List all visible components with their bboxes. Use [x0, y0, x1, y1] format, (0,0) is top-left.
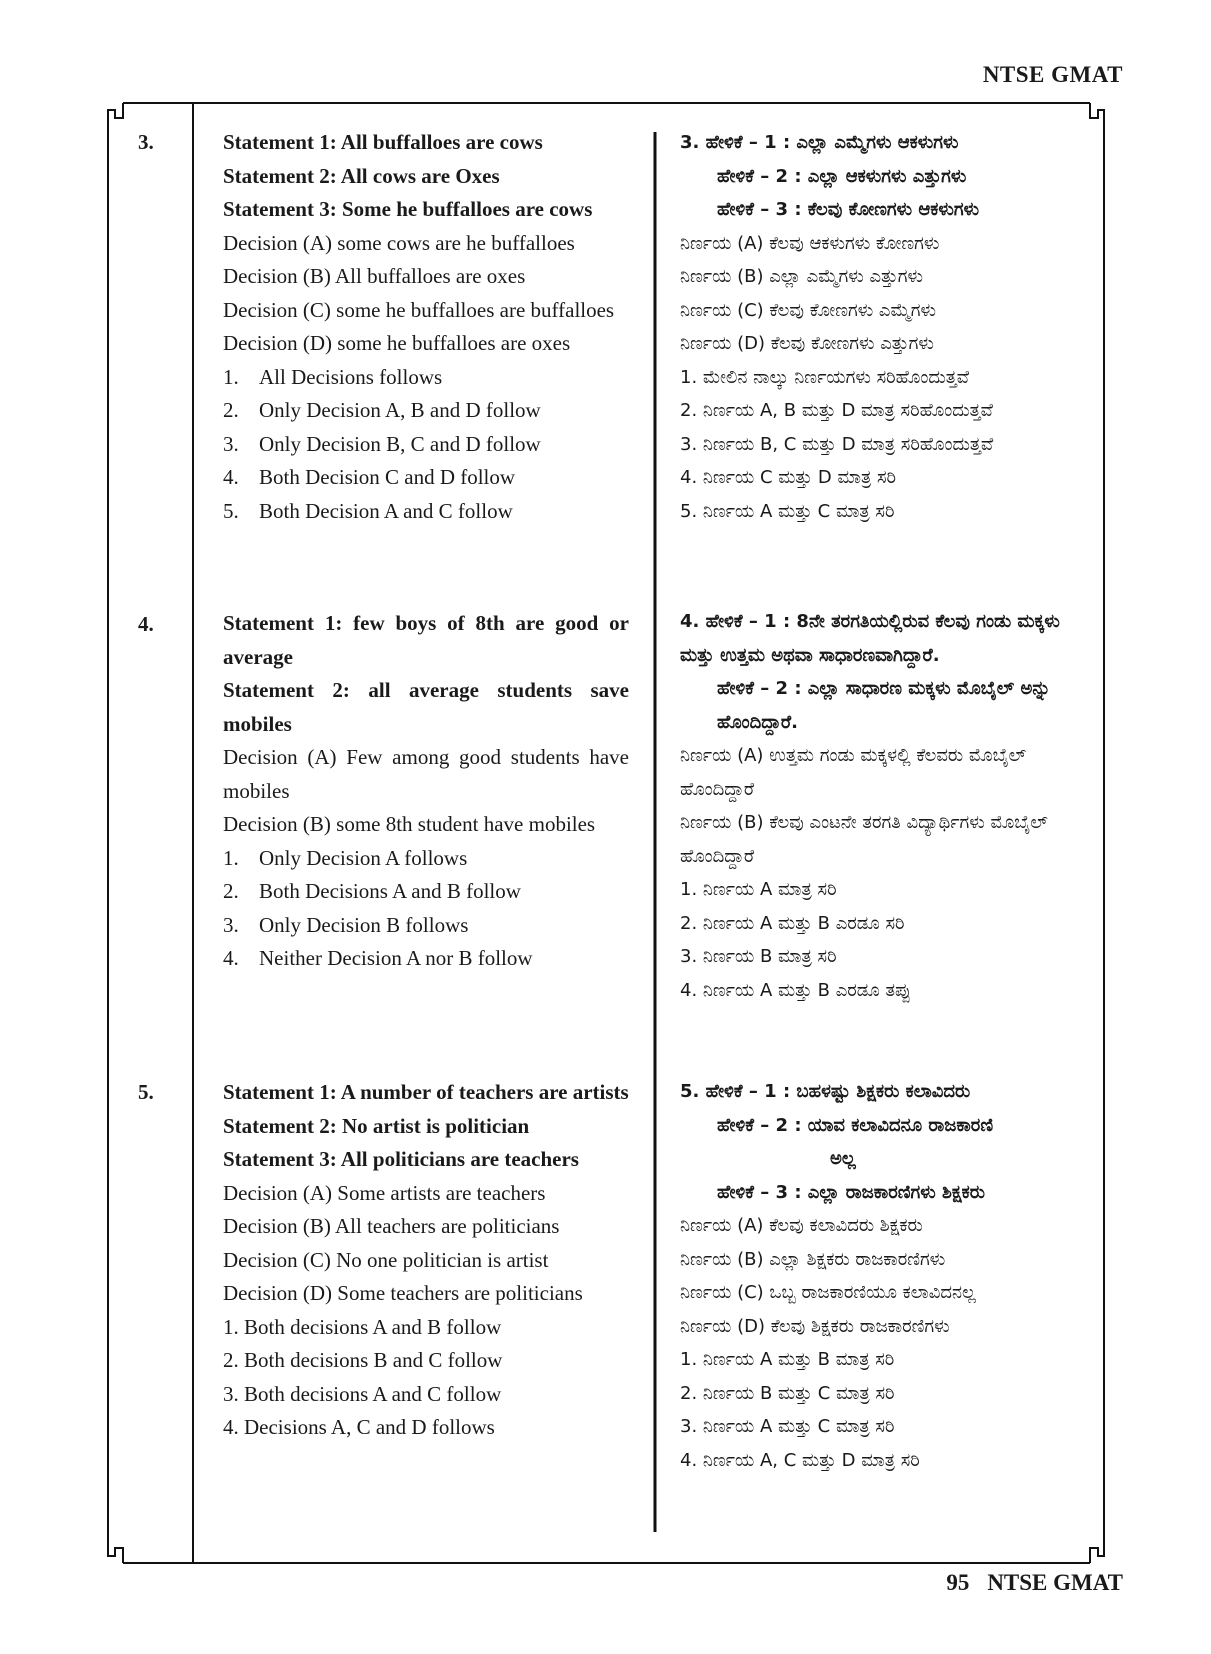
- option-number: 3.: [223, 912, 239, 937]
- decision: ನಿರ್ಣಯ (A) ಕೆಲವು ಕಲಾವಿದರು ಶಿಕ್ಷಕರು: [680, 1215, 923, 1236]
- statement: ಹೇಳಿಕೆ – 2 : ಎಲ್ಲಾ ಆಕಳುಗಳು ಎತ್ತುಗಳು: [717, 165, 967, 187]
- answer-option: 3. ನಿರ್ಣಯ B ಮಾತ್ರ ಸರಿ: [680, 946, 837, 967]
- question-5-kannada: [680, 1075, 1090, 1477]
- answer-option: 4. ನಿರ್ಣಯ A, C ಮತ್ತು D ಮಾತ್ರ ಸರಿ: [680, 1449, 920, 1471]
- option-text: Only Decision A follows: [259, 845, 468, 870]
- option-text: Both Decision C and D follow: [259, 465, 516, 489]
- decision: ನಿರ್ಣಯ (B) ಕೆಲವು ಎಂಟನೇ ತರಗತಿ ವಿದ್ಯಾರ್ಥಿಗಳು ಮೊಬೈಲ್ ಹೊಂದಿದ್ದಾರೆ: [680, 812, 1048, 867]
- answer-option: 1. ಮೇಲಿನ ನಾಲ್ಕು ನಿರ್ಣಯಗಳು ಸರಿಹೊಂದುತ್ತವೆ: [680, 366, 970, 388]
- statement: ಹೇಳಿಕೆ – 3 : ಕೆಲವು ಕೋಣಗಳು ಆಕಳುಗಳು: [717, 199, 980, 220]
- question-4-english: [223, 607, 629, 976]
- question-number: 3.: [138, 130, 154, 154]
- answer-option: 5. ನಿರ್ಣಯ A ಮತ್ತು C ಮಾತ್ರ ಸರಿ: [680, 500, 895, 522]
- option-number: 2.: [223, 879, 239, 903]
- answer-option: 2. Both decisions B and C follow: [223, 1348, 503, 1372]
- decision: ನಿರ್ಣಯ (B) ಎಲ್ಲಾ ಶಿಕ್ಷಕರು ರಾಜಕಾರಣಿಗಳು: [680, 1248, 946, 1270]
- answer-option: [223, 875, 629, 909]
- statement: ಹೇಳಿಕೆ – 3 : ಎಲ್ಲಾ ರಾಜಕಾರಣಿಗಳು ಶಿಕ್ಷಕರು: [717, 1181, 985, 1203]
- answer-option: 1. ನಿರ್ಣಯ A ಮತ್ತು B ಮಾತ್ರ ಸರಿ: [680, 1349, 895, 1370]
- decision: ನಿರ್ಣಯ (C) ಒಬ್ಬ ರಾಜಕಾರಣಿಯೂ ಕಲಾವಿದನಲ್ಲ: [680, 1282, 976, 1303]
- decision: Decision (D) Some teachers are politicians: [223, 1281, 583, 1305]
- statement: ಅಲ್ಲ: [830, 1148, 856, 1169]
- answer-option: [223, 495, 629, 529]
- answer-option: 2. ನಿರ್ಣಯ A ಮತ್ತು B ಎರಡೂ ಸರಿ: [680, 912, 905, 934]
- option-number: 5.: [223, 498, 239, 523]
- statement: ಹೇಳಿಕೆ – 2 : ಎಲ್ಲಾ ಸಾಧಾರಣ ಮಕ್ಕಳು ಮೊಬೈಲ್ ಅನ್ನು ಹೊಂದಿದ್ದಾರೆ.: [717, 678, 1051, 733]
- decision: ನಿರ್ಣಯ (A) ಉತ್ತಮ ಗಂಡು ಮಕ್ಕಳಲ್ಲಿ ಕೆಲವರು ಮೊಬೈಲ್ ಹೊಂದಿದ್ದಾರೆ: [680, 745, 1027, 800]
- page-number: 95: [946, 1570, 970, 1595]
- decision: ನಿರ್ಣಯ (D) ಕೆಲವು ಶಿಕ್ಷಕರು ರಾಜಕಾರಣಿಗಳು: [680, 1315, 950, 1337]
- option-number: 4.: [223, 946, 239, 970]
- footer-title: NTSE GMAT: [987, 1570, 1123, 1595]
- statement: Statement 3: All politicians are teachers: [223, 1147, 579, 1171]
- option-text: All Decisions follows: [259, 364, 443, 389]
- page-footer: [928, 1570, 1123, 1596]
- statement: ಹೇಳಿಕೆ – 2 : ಯಾವ ಕಲಾವಿದನೂ ರಾಜಕಾರಣಿ: [717, 1114, 994, 1136]
- answer-option: 4. ನಿರ್ಣಯ C ಮತ್ತು D ಮಾತ್ರ ಸರಿ: [680, 467, 897, 488]
- answer-option: 3. ನಿರ್ಣಯ B, C ಮತ್ತು D ಮಾತ್ರ ಸರಿಹೊಂದುತ್ತವೆ: [680, 433, 994, 455]
- answer-option: [223, 842, 629, 876]
- decision: Decision (C) some he buffalloes are buffalloes: [223, 297, 615, 322]
- answer-option: [223, 361, 629, 395]
- answer-option: 1. Both decisions A and B follow: [223, 1314, 502, 1339]
- decision: ನಿರ್ಣಯ (D) ಕೆಲವು ಕೋಣಗಳು ಎತ್ತುಗಳು: [680, 333, 934, 354]
- decision: Decision (D) some he buffalloes are oxes: [223, 331, 571, 355]
- answer-option: 1. ನಿರ್ಣಯ A ಮಾತ್ರ ಸರಿ: [680, 879, 837, 900]
- decision: ನಿರ್ಣಯ (A) ಕೆಲವು ಆಕಳುಗಳು ಕೋಣಗಳು: [680, 232, 940, 254]
- decision: Decision (A) Few among good students have mobiles: [223, 745, 629, 803]
- answer-option: [223, 428, 629, 462]
- statement: Statement 2: No artist is politician: [223, 1113, 530, 1138]
- question-number: 5.: [138, 1080, 154, 1104]
- decision: Decision (C) No one politician is artist: [223, 1247, 549, 1272]
- answer-option: [223, 394, 629, 428]
- decision: ನಿರ್ಣಯ (C) ಕೆಲವು ಕೋಣಗಳು ಎಮ್ಮೆಗಳು: [680, 299, 937, 321]
- statement: Statement 3: Some he buffalloes are cows: [223, 197, 593, 221]
- decision: ನಿರ್ಣಯ (B) ಎಲ್ಲಾ ಎಮ್ಮೆಗಳು ಎತ್ತುಗಳು: [680, 266, 924, 287]
- answer-option: 2. ನಿರ್ಣಯ B ಮತ್ತು C ಮಾತ್ರ ಸರಿ: [680, 1382, 895, 1404]
- answer-option: 4. ನಿರ್ಣಯ A ಮತ್ತು B ಎರಡೂ ತಪ್ಪು: [680, 979, 912, 1001]
- answer-option: [223, 461, 629, 495]
- option-text: Only Decision A, B and D follow: [259, 398, 541, 422]
- answer-option: 4. Decisions A, C and D follows: [223, 1415, 495, 1439]
- question-4-kannada: [680, 605, 1090, 1007]
- answer-option: 2. ನಿರ್ಣಯ A, B ಮತ್ತು D ಮಾತ್ರ ಸರಿಹೊಂದುತ್ತವೆ: [680, 400, 993, 421]
- option-number: 2.: [223, 398, 239, 422]
- question-number: 4.: [138, 612, 154, 636]
- option-text: Only Decision B, C and D follow: [259, 431, 541, 456]
- option-number: 1.: [223, 845, 239, 870]
- option-text: Both Decision A and C follow: [259, 498, 513, 523]
- answer-option: 3. ನಿರ್ಣಯ A ಮತ್ತು C ಮಾತ್ರ ಸರಿ: [680, 1416, 895, 1437]
- statement: Statement 1: few boys of 8th are good or average: [223, 611, 629, 669]
- option-text: Neither Decision A nor B follow: [259, 946, 533, 970]
- statement: Statement 1: A number of teachers are artists: [223, 1080, 629, 1104]
- option-text: Only Decision B follows: [259, 912, 469, 937]
- decision: Decision (B) All buffalloes are oxes: [223, 264, 526, 288]
- decision: Decision (A) Some artists are teachers: [223, 1180, 546, 1205]
- option-number: 4.: [223, 465, 239, 489]
- option-number: 1.: [223, 364, 239, 389]
- statement: Statement 2: all average students save mobiles: [223, 678, 629, 736]
- answer-option: [223, 942, 629, 976]
- option-number: 3.: [223, 431, 239, 456]
- answer-option: 3. Both decisions A and C follow: [223, 1381, 502, 1406]
- statement: Statement 1: All buffalloes are cows: [223, 130, 543, 154]
- statement: 4. ಹೇಳಿಕೆ – 1 : 8ನೇ ತರಗತಿಯಲ್ಲಿರುವ ಕೆಲವು ಗಂಡು ಮಕ್ಕಳು ಮತ್ತು ಉತ್ತಮ ಅಥವಾ ಸಾಧಾರಣವಾಗಿದ್ದಾರೆ.: [680, 611, 1060, 666]
- statement: 3. ಹೇಳಿಕೆ – 1 : ಎಲ್ಲಾ ಎಮ್ಮೆಗಳು ಆಕಳುಗಳು: [680, 132, 959, 153]
- question-3-english: [223, 126, 629, 528]
- answer-option: [223, 909, 629, 943]
- option-text: Both Decisions A and B follow: [259, 879, 521, 903]
- statement: 5. ಹೇಳಿಕೆ – 1 : ಬಹಳಷ್ಟು ಶಿಕ್ಷಕರು ಕಲಾವಿದರು: [680, 1081, 971, 1102]
- decision: Decision (B) All teachers are politicians: [223, 1214, 560, 1238]
- statement: Statement 2: All cows are Oxes: [223, 163, 500, 188]
- decision: Decision (A) some cows are he buffalloes: [223, 230, 575, 255]
- page-header-title: NTSE GMAT: [982, 62, 1123, 87]
- question-3-kannada: [680, 126, 1090, 528]
- question-5-english: [223, 1076, 629, 1445]
- decision: Decision (B) some 8th student have mobiles: [223, 812, 596, 836]
